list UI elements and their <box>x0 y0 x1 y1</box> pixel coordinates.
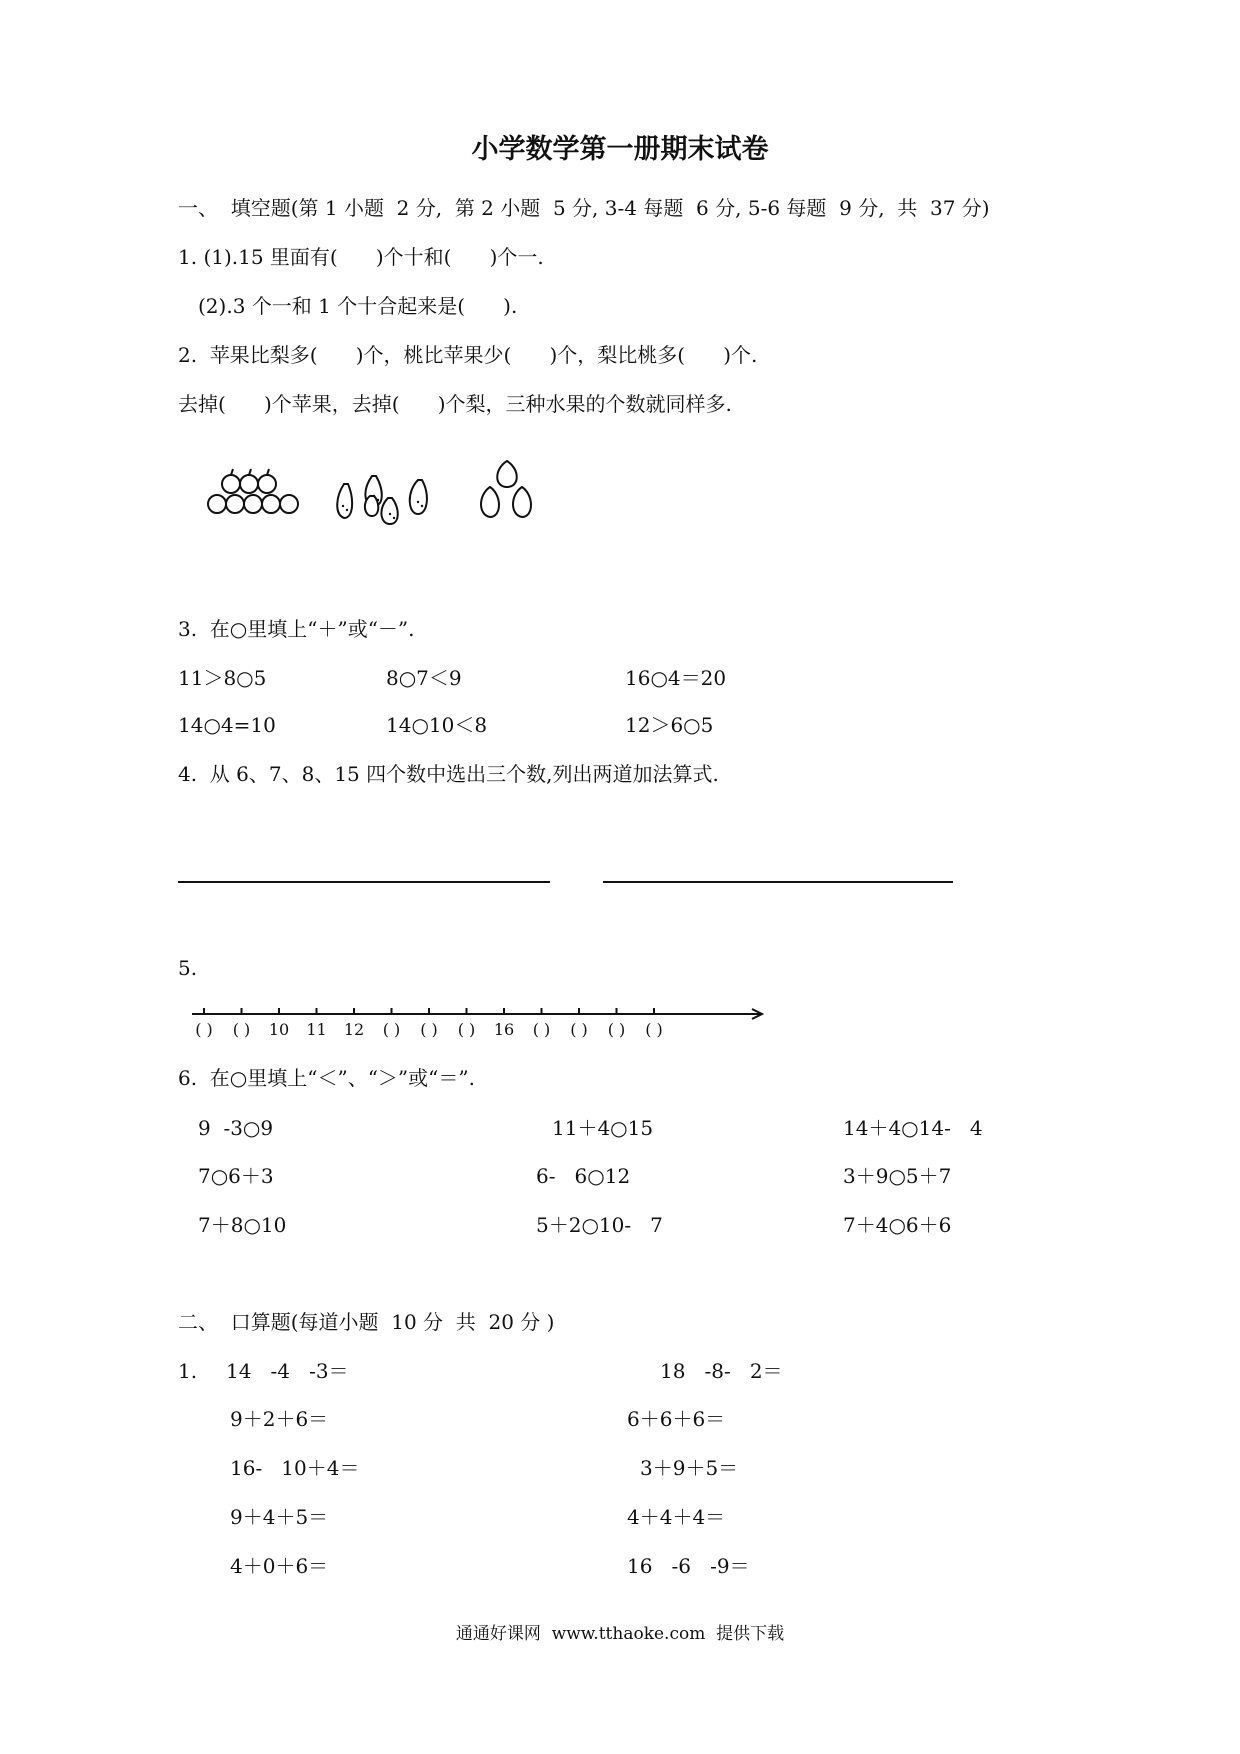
question-6-item: 3＋9○5＋7 <box>843 1164 952 1188</box>
number-line-label: 11 <box>306 1020 327 1039</box>
section-1-heading: 一、 填空题(第 1 小题 2 分, 第 2 小题 5 分, 3-4 每题 6 分, 5-6 每题 9 分, 共 37 分) <box>178 196 990 220</box>
apples-illustration <box>205 460 300 526</box>
question-3-item: 12＞6○5 <box>625 713 714 737</box>
oral-calc-right: 3＋9＋5＝ <box>640 1456 739 1480</box>
question-3-item: 14○4=10 <box>178 713 276 737</box>
number-line-label: ( ) <box>532 1020 551 1039</box>
section-2-question-number: 1. <box>178 1359 198 1383</box>
number-line-label: ( ) <box>232 1020 251 1039</box>
page-title: 小学数学第一册期末试卷 <box>471 134 769 165</box>
question-3-item: 16○4＝20 <box>625 666 727 690</box>
answer-line-1 <box>178 881 550 883</box>
peaches-illustration <box>472 455 542 523</box>
number-line-label: ( ) <box>382 1020 401 1039</box>
question-4-prompt: 4. 从 6、7、8、15 四个数中选出三个数,列出两道加法算式. <box>178 762 719 786</box>
oral-calc-left: 16- 10＋4＝ <box>230 1456 360 1480</box>
oral-calc-right: 4＋4＋4＝ <box>627 1505 726 1529</box>
question-6-item: 11＋4○15 <box>552 1116 654 1140</box>
question-6-item: 9 -3○9 <box>198 1116 274 1140</box>
oral-calc-right: 6＋6＋6＝ <box>627 1407 726 1431</box>
pears-illustration <box>330 462 432 528</box>
question-3-item: 14○10＜8 <box>386 713 488 737</box>
number-line-ticks <box>195 1008 663 1039</box>
question-2-line-2: 去掉( )个苹果，去掉( )个梨，三种水果的个数就同样多. <box>178 392 732 416</box>
question-3-item: 11＞8○5 <box>178 666 267 690</box>
number-line-label: ( ) <box>457 1020 476 1039</box>
oral-calc-left: 9＋2＋6＝ <box>230 1407 329 1431</box>
oral-calc-left: 9＋4＋5＝ <box>230 1505 329 1529</box>
question-3-item: 8○7＜9 <box>386 666 462 690</box>
question-6-item: 7＋4○6＋6 <box>843 1213 952 1237</box>
section-2-heading: 二、 口算题(每道小题 10 分 共 20 分 ) <box>178 1310 555 1334</box>
oral-calc-left: 4＋0＋6＝ <box>230 1554 329 1578</box>
number-line <box>190 995 770 1043</box>
question-1-part-1: 1. (1).15 里面有( )个十和( )个一. <box>178 245 544 269</box>
number-line-label: ( ) <box>645 1020 663 1039</box>
answer-line-2 <box>603 881 953 883</box>
question-6-item: 6- 6○12 <box>536 1164 631 1188</box>
question-5-label: 5. <box>178 956 198 980</box>
number-line-label: 10 <box>268 1020 290 1039</box>
question-6-item: 7＋8○10 <box>198 1213 287 1237</box>
number-line-label: ( ) <box>570 1020 588 1039</box>
number-line-label: ( ) <box>195 1020 213 1039</box>
oral-calc-left: 14 -4 -3＝ <box>226 1359 349 1383</box>
number-line-label: ( ) <box>607 1020 626 1039</box>
question-6-item: 7○6＋3 <box>198 1164 274 1188</box>
footer-source: 通通好课网 www.tthaoke.com 提供下载 <box>455 1624 785 1644</box>
question-6-prompt: 6. 在○里填上“＜”、“＞”或“＝”. <box>178 1066 475 1090</box>
number-line-label: 12 <box>343 1020 365 1039</box>
number-line-label: ( ) <box>420 1020 438 1039</box>
oral-calc-right: 18 -8- 2＝ <box>660 1359 783 1383</box>
question-6-item: 5＋2○10- 7 <box>536 1213 663 1237</box>
question-1-part-2: (2).3 个一和 1 个十合起来是( ). <box>198 294 518 318</box>
question-6-item: 14＋4○14- 4 <box>843 1116 983 1140</box>
question-2-line-1: 2. 苹果比梨多( )个，桃比苹果少( )个，梨比桃多( )个. <box>178 343 758 367</box>
question-3-prompt: 3. 在○里填上“＋”或“－”. <box>178 617 415 641</box>
number-line-label: 16 <box>493 1020 515 1039</box>
oral-calc-right: 16 -6 -9＝ <box>627 1554 750 1578</box>
